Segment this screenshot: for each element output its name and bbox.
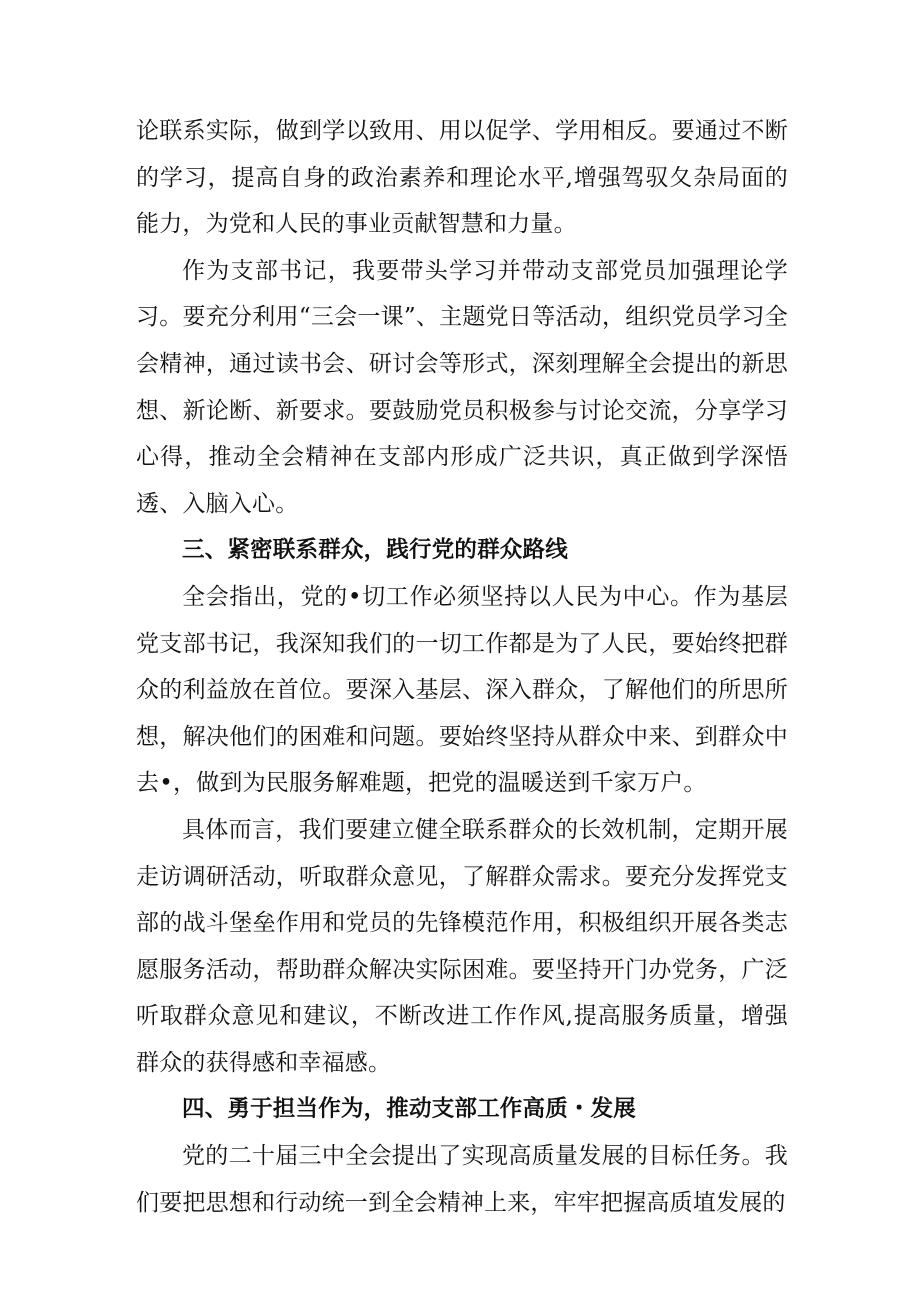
paragraph-branch-secretary-study: 作为支部书记，我要带头学习并带动支部党员加强理论学习。要充分利用“三会一课”、主题党日等活动，组织党员学习全会精神，通过读书会、研讨会等形式，深刻理解全会提出的新思想、新论断、新要求。要鼓励党员积极参与讨论交流，分享学习心得，推动全会精神在支部内形成广泛共识，真正做到学深悟透、入脑入心。	[136, 257, 788, 517]
paragraph-people-centered: 全会指出，党的•切工作必须坚持以人民为中心。作为基层党支部书记，我深知我们的一切工作都是为了人民，要始终把群众的利益放在首位。要深入基层、深入群众，了解他们的所思所想，解决他们的困难和问题。要始终坚持从群众中来、到群众中去•，做到为民服务解难题，把党的温暖送到千家万户。	[136, 583, 788, 797]
section-heading-3: 三、紧密联系群众，践行党的群众路线	[182, 537, 568, 564]
section-heading-4: 四、勇于担当作为，推动支部工作高质・发展	[182, 1096, 637, 1123]
document-body	[136, 108, 788, 1226]
paragraph-high-quality-development: 党的二十届三中全会提出了实现高质量发展的目标任务。我们要把思想和行动统一到全会精神上来，牢牢把握高质埴发展的	[136, 1143, 788, 1216]
paragraph-continuation: 论联系实际，做到学以致用、用以促学、学用相反。要通过不断的学习，提高自身的政治素养和理论水平,增强驾驭夂杂局面的能力，为党和人民的事业贡献智慧和力量。	[136, 118, 788, 238]
paragraph-contact-mechanism: 具体而言，我们要建立健全联系群众的长效机制，定期开展走访调研活动，听取群众意见，了解群众需求。要充分发挥党支部的战斗堡垒作用和党员的先锋模范作用，积极组织开展各类志愿服务活动，帮助群众解决实际困难。要坚持开门办党务，广泛听取群众意见和建议，不断改进工作作风,提高服务质量，增强群众的获得感和幸福感。	[136, 816, 788, 1076]
